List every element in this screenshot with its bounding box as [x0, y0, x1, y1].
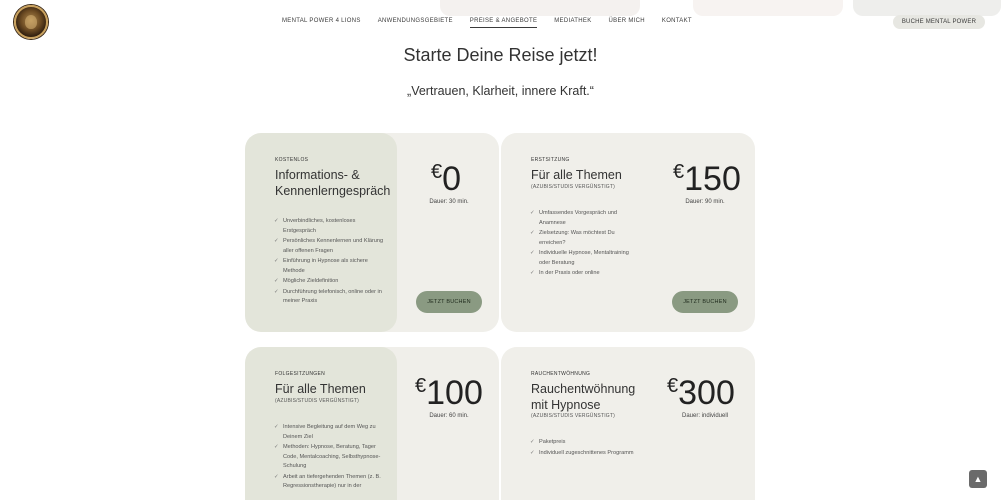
hero-quote: „Vertrauen, Klarheit, innere Kraft.“ [407, 84, 594, 98]
list-item: ✓ Arbeit an tiefergehenden Themen (z. B. Regressionstherapie) nur in der [274, 473, 381, 489]
check-icon: ✓ [530, 270, 535, 276]
feature-list [530, 209, 640, 280]
lion-logo[interactable] [14, 5, 48, 39]
header-decoration [440, 0, 640, 16]
list-item: ✓ Unverbindliches, kostenloses Erstgespräch [274, 218, 356, 234]
list-item: ✓ Zielsetzung: Was möchtest Du erreichen? [530, 230, 615, 246]
card-eyebrow: ERSTSITZUNG [531, 157, 570, 163]
pricing-card-rauchentwoehnung [501, 347, 755, 500]
header-decoration [693, 0, 843, 16]
list-item: ✓ Persönliches Kennenlernen und Klärung aller offenen Fragen [274, 238, 384, 254]
book-now-button[interactable]: JETZT BUCHEN [672, 291, 738, 313]
check-icon: ✓ [530, 230, 535, 236]
card-price [673, 160, 741, 199]
check-icon: ✓ [274, 258, 279, 264]
price-value: 150 [684, 160, 741, 198]
currency-symbol: € [673, 161, 685, 183]
check-icon: ✓ [530, 250, 535, 256]
card-duration: Dauer: 60 min. [429, 413, 469, 419]
nav-item-mediathek[interactable]: MEDIATHEK [554, 18, 592, 24]
pricing-card-kostenlos [245, 133, 499, 332]
nav-item-mental-power-4-lions[interactable]: MENTAL POWER 4 LIONS [282, 18, 361, 24]
chevron-up-icon: ▲ [973, 474, 983, 484]
currency-symbol: € [667, 375, 679, 397]
list-item: ✓ Mögliche Zieldefinition [274, 277, 384, 287]
price-value: 0 [442, 160, 462, 198]
card-duration: Dauer: individuell [681, 413, 729, 419]
nav-item-anwendungsgebiete[interactable]: ANWENDUNGSGEBIETE [377, 18, 453, 24]
list-item: ✓ Einführung in Hypnose als sichere Methode [274, 258, 368, 274]
page-title: Starte Deine Reise jetzt! [403, 45, 598, 65]
card-title: Informations- & Kennenlerngespräch [275, 168, 391, 198]
book-mental-power-button[interactable]: BUCHE MENTAL POWER [893, 15, 985, 29]
book-now-button[interactable]: JETZT BUCHEN [416, 291, 482, 313]
card-eyebrow: RAUCHENTWÖHNUNG [531, 371, 591, 377]
card-subtitle: (AZUBIS/STUDIS VERGÜNSTIGT) [531, 184, 616, 190]
check-icon: ✓ [274, 473, 279, 480]
feature-list [274, 217, 384, 308]
feature-list [274, 423, 384, 493]
price-value: 300 [678, 374, 735, 412]
card-price [667, 374, 735, 413]
card-eyebrow: FOLGESITZUNGEN [275, 371, 326, 377]
list-item: ✓ Methoden: Hypnose, Beratung, Tager Code, Mentalcoaching, Selbsthypnose-Schulung [274, 444, 381, 469]
card-price [431, 160, 461, 199]
nav-item-preise-angebote[interactable]: PREISE & ANGEBOTE [470, 18, 537, 28]
card-left-panel [501, 347, 653, 500]
card-duration: Dauer: 30 min. [429, 199, 469, 205]
card-title: Für alle Themen [531, 168, 622, 182]
scroll-to-top-button[interactable] [969, 470, 987, 488]
check-icon: ✓ [274, 424, 279, 430]
check-icon: ✓ [274, 218, 279, 224]
check-icon: ✓ [274, 444, 279, 450]
list-item: ✓ Umfassendes Vorgespräch und Anamnese [530, 210, 618, 226]
card-subtitle: (AZUBIS/STUDIS VERGÜNSTIGT) [275, 398, 360, 404]
card-title: Für alle Themen [275, 382, 366, 396]
list-item: ✓ Durchführung telefonisch, online oder in meiner Praxis [274, 288, 382, 304]
pricing-card-folgesitzungen [245, 347, 499, 500]
card-duration: Dauer: 90 min. [685, 199, 725, 205]
check-icon: ✓ [274, 278, 279, 284]
header-decoration [853, 0, 1001, 16]
list-item: ✓ Intensive Begleitung auf dem Weg zu Deinem Ziel [274, 424, 376, 440]
nav-item-kontakt[interactable]: KONTAKT [661, 18, 692, 24]
check-icon: ✓ [530, 439, 535, 445]
card-subtitle: (AZUBIS/STUDIS VERGÜNSTIGT) [531, 413, 616, 419]
list-item: ✓ Individuell zugeschnittenes Programm [530, 449, 640, 459]
nav-item-ueber-mich[interactable]: ÜBER MICH [608, 18, 645, 24]
pricing-card-erstsitzung [501, 133, 755, 332]
feature-list [530, 438, 640, 459]
card-price [415, 374, 483, 413]
card-eyebrow: KOSTENLOS [275, 157, 309, 163]
price-value: 100 [426, 374, 483, 412]
card-title: Rauchentwöhnung mit Hypnose [531, 382, 636, 412]
list-item: ✓ In der Praxis oder online [530, 269, 640, 279]
main-nav [282, 18, 709, 28]
check-icon: ✓ [274, 288, 279, 295]
check-icon: ✓ [530, 449, 535, 456]
currency-symbol: € [415, 375, 427, 397]
list-item: ✓ Paketpreis [530, 438, 640, 448]
site-header [0, 0, 1001, 44]
check-icon: ✓ [530, 210, 535, 216]
currency-symbol: € [431, 161, 443, 183]
list-item: ✓ Individuelle Hypnose, Mentaltraining oder Beratung [530, 250, 629, 266]
check-icon: ✓ [274, 238, 279, 244]
